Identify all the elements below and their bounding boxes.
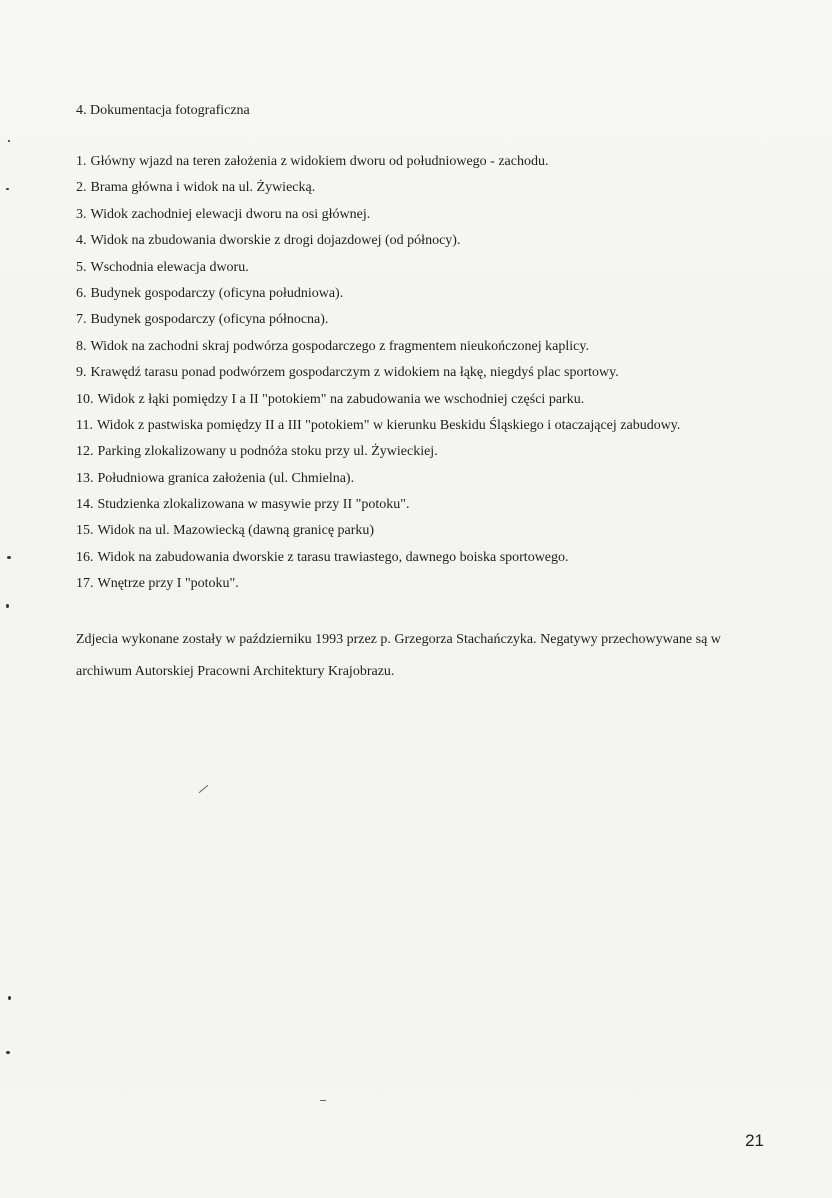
item-number: 15. <box>76 523 94 539</box>
item-text: Parking zlokalizowany u podnóża stoku przy ul. Żywieckiej. <box>97 444 438 460</box>
page-number: 21 <box>745 1131 764 1150</box>
scan-speck <box>8 140 10 142</box>
item-number: 14. <box>76 497 94 513</box>
item-number: 4. <box>76 233 87 249</box>
scan-speck <box>6 604 9 608</box>
item-text: Wschodnia elewacja dworu. <box>90 259 249 275</box>
scan-mark <box>199 785 209 793</box>
item-number: 13. <box>76 470 94 486</box>
item-text: Widok zachodniej elewacji dworu na osi głównej. <box>90 206 371 222</box>
item-text: Krawędź tarasu ponad podwórzem gospodarczym z widokiem na łąkę, niegdyś plac sportowy. <box>90 365 619 381</box>
list-item <box>76 575 680 601</box>
item-text: Widok z pastwiska pomiędzy II a III "potokiem" w kierunku Beskidu Śląskiego i otaczającej zabudowy. <box>96 417 681 433</box>
item-text: Brama główna i widok na ul. Żywiecką. <box>90 180 316 196</box>
list-item <box>76 232 680 258</box>
item-number: 6. <box>76 285 87 301</box>
item-number: 3. <box>76 206 87 222</box>
item-text: Widok z łąki pomiędzy I a II "potokiem" na zabudowania we wschodniej części parku. <box>97 391 585 407</box>
list-item <box>76 259 680 285</box>
item-number: 7. <box>76 312 87 328</box>
list-item <box>76 391 680 417</box>
item-number: 11. <box>76 417 93 433</box>
list-item <box>76 285 680 311</box>
scan-speck <box>6 188 9 190</box>
photo-credit-note: Zdjecia wykonane zostały w październiku 1993 przez p. Grzegorza Stachańczyka. Negatywy przechowywane są w archiwum Autorskiej Pracowni Architektury Krajobrazu. <box>76 632 721 679</box>
item-number: 17. <box>76 576 94 592</box>
list-item <box>76 522 680 548</box>
item-text: Budynek gospodarczy (oficyna południowa). <box>90 285 344 301</box>
scan-speck <box>6 1051 10 1054</box>
list-item <box>76 443 680 469</box>
item-text: Główny wjazd na teren założenia z widokiem dworu od południowego - zachodu. <box>90 154 549 169</box>
item-number: 8. <box>76 338 87 354</box>
item-text: Budynek gospodarczy (oficyna północna). <box>90 312 329 328</box>
list-item <box>76 549 680 575</box>
list-item <box>76 179 680 205</box>
scan-speck <box>7 556 11 559</box>
scan-mark <box>320 1100 326 1101</box>
item-number: 16. <box>76 549 94 565</box>
list-item <box>76 311 680 337</box>
section-heading: 4. Dokumentacja fotograficzna <box>76 103 250 118</box>
list-item <box>76 338 680 364</box>
item-number: 12. <box>76 444 94 460</box>
item-number: 2. <box>76 180 87 196</box>
scan-speck <box>8 996 11 1000</box>
item-text: Widok na zbudowania dworskie z drogi dojazdowej (od północy). <box>90 233 461 249</box>
item-text: Widok na ul. Mazowiecką (dawną granicę parku) <box>97 523 375 539</box>
item-text: Widok na zachodni skraj podwórza gospodarczego z fragmentem nieukończonej kaplicy. <box>90 338 589 354</box>
item-text: Widok na zabudowania dworskie z tarasu trawiastego, dawnego boiska sportowego. <box>97 549 569 565</box>
photo-list <box>76 153 680 602</box>
list-item <box>76 417 680 443</box>
item-number: 1. <box>76 154 87 169</box>
list-item <box>76 153 680 179</box>
item-text: Południowa granica założenia (ul. Chmielna). <box>97 470 355 486</box>
item-number: 5. <box>76 259 87 275</box>
item-text: Studzienka zlokalizowana w masywie przy II "potoku". <box>97 497 410 513</box>
item-text: Wnętrze przy I "potoku". <box>97 576 239 592</box>
list-item <box>76 496 680 522</box>
list-item <box>76 470 680 496</box>
item-number: 10. <box>76 391 94 407</box>
list-item <box>76 364 680 390</box>
item-number: 9. <box>76 365 87 381</box>
list-item <box>76 206 680 232</box>
